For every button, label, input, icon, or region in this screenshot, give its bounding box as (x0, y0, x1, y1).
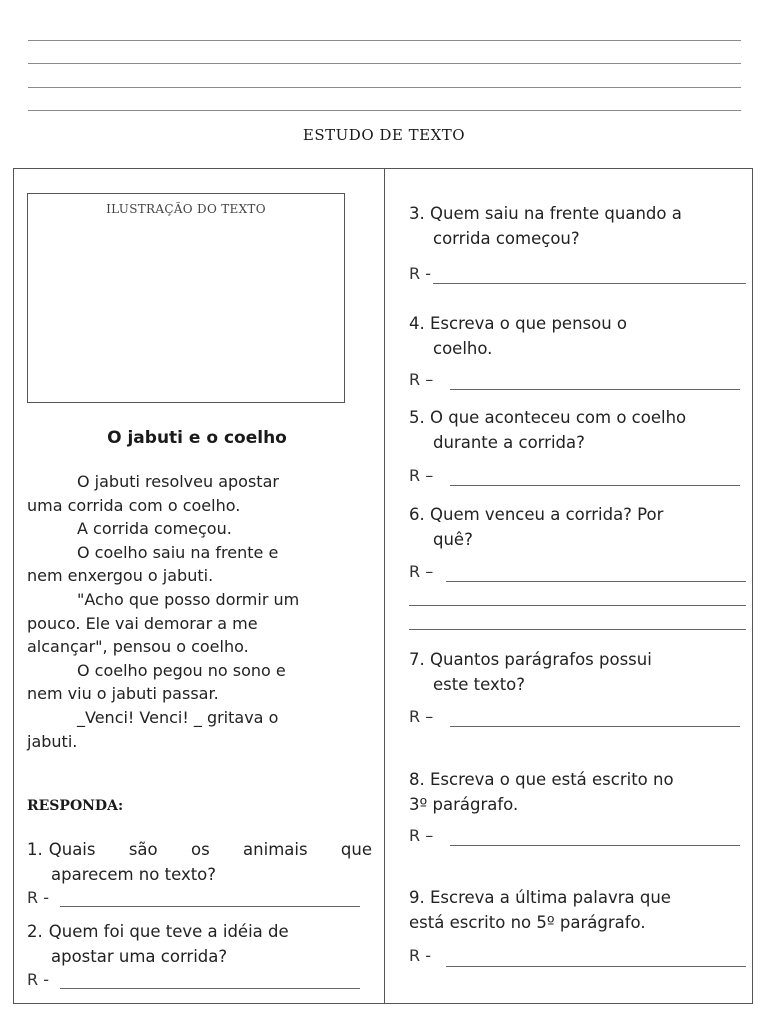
question-text: Quem foi que teve a idéia de (48, 922, 289, 941)
header-writing-line-1[interactable] (28, 40, 741, 41)
answer-label-2: R - (27, 970, 49, 989)
story-line: O coelho saiu na frente e (77, 542, 279, 562)
question-text: O que aconteceu com o coelho (430, 408, 687, 427)
answer-line-2[interactable] (60, 988, 360, 989)
question-5 (409, 406, 754, 455)
answer-line-4[interactable] (450, 389, 740, 390)
question-text-cont: aparecem no texto? (51, 864, 217, 884)
question-text-cont: corrida começou? (433, 228, 580, 248)
answer-line-3[interactable] (433, 283, 746, 284)
answer-label-5: R – (409, 466, 434, 485)
answer-label-3: R - (409, 264, 431, 283)
illustration-box[interactable] (27, 193, 345, 403)
question-text: Quantos parágrafos possui (430, 650, 652, 669)
header-writing-line-2[interactable] (28, 63, 741, 64)
answer-line-1[interactable] (60, 906, 360, 907)
answer-label-1: R - (27, 888, 49, 907)
question-number: 9. (409, 888, 425, 907)
story-line: jabuti. (27, 731, 78, 751)
answer-line-7[interactable] (450, 726, 740, 727)
question-3 (409, 202, 754, 251)
question-number: 2. (27, 922, 43, 941)
question-text: Escreva o que pensou o (430, 314, 628, 333)
story-line: _Venci! Venci! _ gritava o (77, 707, 279, 727)
header-writing-line-4[interactable] (28, 110, 741, 111)
question-2 (27, 920, 372, 969)
question-7 (409, 648, 754, 697)
answer-line-9[interactable] (446, 966, 746, 967)
question-9 (409, 886, 754, 935)
question-4 (409, 312, 754, 361)
question-number: 6. (409, 505, 425, 524)
question-text: Escreva a última palavra que (430, 888, 671, 907)
question-number: 3. (409, 204, 425, 223)
question-6 (409, 503, 754, 552)
question-text: Escreva o que está escrito no (430, 770, 674, 789)
question-text-cont: 3º parágrafo. (409, 794, 519, 814)
question-text-cont: apostar uma corrida? (51, 946, 228, 966)
story-line: O coelho pegou no sono e (77, 660, 286, 680)
question-text-cont: coelho. (433, 338, 493, 358)
answer-line-6b[interactable] (409, 605, 746, 606)
question-text: Quem venceu a corrida? Por (430, 505, 664, 524)
question-1 (27, 838, 372, 887)
story-line: nem enxergou o jabuti. (27, 566, 214, 586)
answer-label-9: R - (409, 946, 431, 965)
question-text-cont: está escrito no 5º parágrafo. (409, 912, 646, 932)
header-writing-line-3[interactable] (28, 87, 741, 88)
answer-line-6[interactable] (446, 581, 746, 582)
page-title: ESTUDO DE TEXTO (302, 126, 466, 144)
question-text-cont: este texto? (433, 674, 526, 694)
question-number: 1. (27, 840, 43, 859)
story-line: O jabuti resolveu apostar (77, 472, 279, 491)
column-divider (384, 168, 385, 1004)
answer-label-4: R – (409, 370, 434, 389)
story-line: pouco. Ele vai demorar a me (27, 613, 258, 633)
story-line: "Acho que posso dormir um (77, 589, 300, 609)
story-line: nem viu o jabuti passar. (27, 684, 219, 704)
responda-heading: RESPONDA: (27, 798, 124, 814)
question-number: 4. (409, 314, 425, 333)
question-text-cont: durante a corrida? (433, 432, 585, 452)
question-number: 8. (409, 770, 425, 789)
answer-label-8: R – (409, 826, 434, 845)
illustration-label: ILUSTRAÇÃO DO TEXTO (106, 202, 266, 216)
answer-line-5[interactable] (450, 485, 740, 486)
answer-line-8[interactable] (450, 845, 740, 846)
answer-line-6c[interactable] (409, 629, 746, 630)
story-line: uma corrida com o coelho. (27, 495, 241, 515)
answer-label-7: R – (409, 707, 434, 726)
question-8 (409, 768, 754, 817)
story-text (27, 470, 369, 753)
question-number: 7. (409, 650, 425, 669)
story-line: alcançar", pensou o coelho. (27, 637, 249, 657)
story-title: O jabuti e o coelho (107, 428, 287, 448)
question-text: Quem saiu na frente quando a (430, 204, 682, 223)
question-text: Quais são os animais que (48, 840, 372, 859)
answer-label-6: R – (409, 562, 434, 581)
question-text-cont: quê? (433, 529, 473, 549)
story-line: A corrida começou. (77, 519, 232, 539)
question-number: 5. (409, 408, 425, 427)
